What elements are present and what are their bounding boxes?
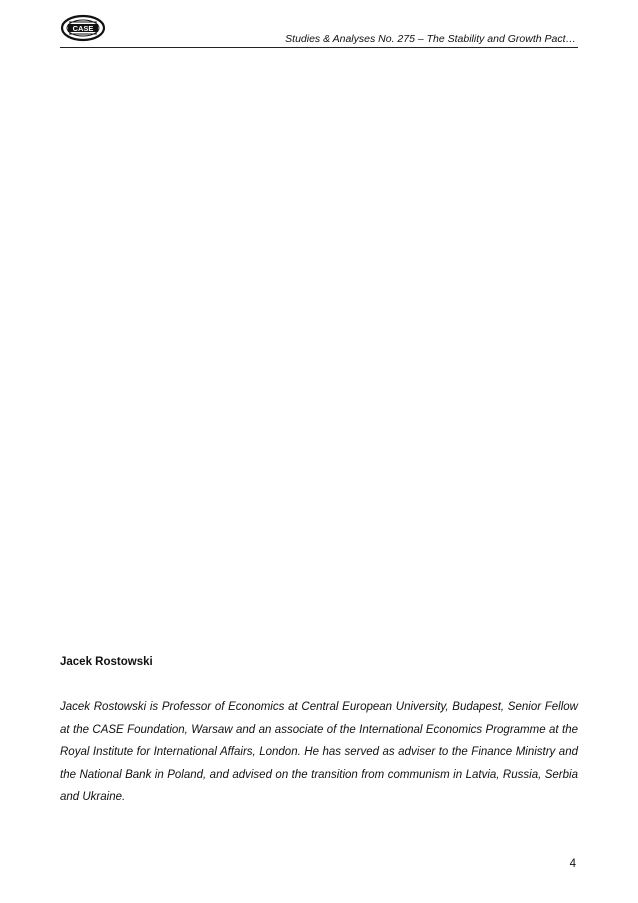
- page-number: 4: [569, 858, 576, 870]
- author-name-heading: Jacek Rostowski: [60, 656, 153, 668]
- running-header-title: Studies & Analyses No. 275 – The Stability and Growth Pact…: [285, 33, 576, 45]
- header-divider: [60, 47, 578, 48]
- logo-text: CASE: [72, 24, 94, 33]
- author-biography: Jacek Rostowski is Professor of Economics at Central European University, Budapest, Senior Fellow at the CASE Foundation, Warsaw and an associate of the International Economics Programme at the Royal Institute for International Affairs, London. He has served as adviser to the Finance Ministry and the National Bank in Poland, and advised on the transition from communism in Latvia, Russia, Serbia and Ukraine.: [60, 701, 578, 803]
- case-logo: [60, 14, 106, 42]
